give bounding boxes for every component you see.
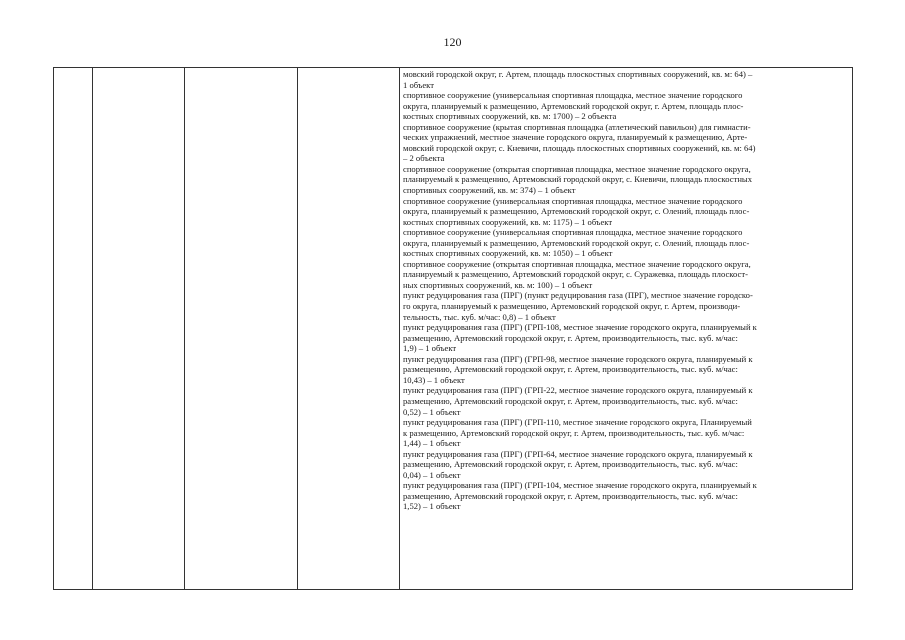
text-line: мовский городской округ, с. Кневичи, площадь плоскостных спортивных сооружений, кв. м: 64)	[403, 142, 756, 153]
text-line: размещению, Артемовский городской округ, г. Артем, производительность, тыс. куб. м/час:	[403, 459, 738, 470]
text-line: округа, планируемый к размещению, Артемовский городской округ, г. Артем, площадь плос-	[403, 100, 744, 111]
table-column-divider	[184, 68, 185, 589]
text-line: ных спортивных сооружений, кв. м: 100) – 1 объект	[403, 279, 593, 290]
text-line: ческих упражнений, местное значение городского округа, планируемый к размещению, Арте-	[403, 132, 748, 143]
text-line: размещению, Артемовский городской округ, г. Артем, производительность, тыс. куб. м/час:	[403, 395, 738, 406]
text-line: округа, планируемый к размещению, Артемовский городской округ, с. Олений, площадь плос-	[403, 237, 750, 248]
text-line: спортивных сооружений, кв. м: 374) – 1 объект	[403, 185, 576, 196]
text-line: костных спортивных сооружений, кв. м: 1050) – 1 объект	[403, 248, 613, 259]
text-line: спортивное сооружение (универсальная спортивная площадка, местное значение городского	[403, 227, 743, 238]
text-line: – 2 объекта	[403, 153, 445, 164]
text-line: размещению, Артемовский городской округ, г. Артем, производительность, тыс. куб. м/час:	[403, 332, 738, 343]
text-line: размещению, Артемовский городской округ, г. Артем, производительность, тыс. куб. м/час:	[403, 490, 738, 501]
text-line: пункт редуцирования газа (ПРГ) (ГРП-22, местное значение городского округа, планируемый к	[403, 385, 753, 396]
text-line: планируемый к размещению, Артемовский городской округ, с. Кневичи, площадь плоскостных	[403, 174, 753, 185]
text-line: пункт редуцирования газа (ПРГ) (пункт редуцирования газа (ПРГ), местное значение городско-	[403, 290, 753, 301]
table-column-divider	[297, 68, 298, 589]
text-line: пункт редуцирования газа (ПРГ) (ГРП-98, местное значение городского округа, планируемый к	[403, 353, 753, 364]
document-table	[53, 67, 853, 590]
text-line: 1 объект	[403, 79, 434, 90]
text-line: спортивное сооружение (открытая спортивная площадка, местное значение городского округа,	[403, 258, 751, 269]
text-line: спортивное сооружение (универсальная спортивная площадка, местное значение городского	[403, 195, 743, 206]
text-line: спортивное сооружение (крытая спортивная площадка (атлетический павильон) для гимнасти-	[403, 121, 751, 132]
text-line: пункт редуцирования газа (ПРГ) (ГРП-110, местное значение городского округа, Планируемый	[403, 417, 752, 428]
text-line: пункт редуцирования газа (ПРГ) (ГРП-108, местное значение городского округа, планируемый к	[403, 322, 757, 333]
table-column-divider	[92, 68, 93, 589]
text-line: 1,44) – 1 объект	[403, 438, 461, 449]
text-line: 1,9) – 1 объект	[403, 343, 457, 354]
text-line: округа, планируемый к размещению, Артемовский городской округ, с. Олений, площадь плос-	[403, 206, 750, 217]
text-line: го округа, планируемый к размещению, Артемовский городской округ, г. Артем, производи-	[403, 301, 741, 312]
text-line: спортивное сооружение (открытая спортивная площадка, местное значение городского округа,	[403, 163, 751, 174]
text-line: планируемый к размещению, Артемовский городской округ, с. Суражевка, площадь плоскост-	[403, 269, 748, 280]
text-line: тельность, тыс. куб. м/час: 0,8) – 1 объект	[403, 311, 556, 322]
text-line: спортивное сооружение (универсальная спортивная площадка, местное значение городского	[403, 90, 743, 101]
text-line: к размещению, Артемовский городской округ, г. Артем, производительность, тыс. куб. м/час:	[403, 427, 745, 438]
text-line: мовский городской округ, г. Артем, площадь плоскостных спортивных сооружений, кв. м: 64) –	[403, 69, 753, 79]
table-column-divider	[399, 68, 400, 589]
table-cell-description	[403, 69, 851, 512]
text-line: костных спортивных сооружений, кв. м: 1700) – 2 объекта	[403, 111, 617, 122]
text-line: 0,04) – 1 объект	[403, 469, 461, 480]
text-line: размещению, Артемовский городской округ, г. Артем, производительность, тыс. куб. м/час:	[403, 364, 738, 375]
text-line: 0,52) – 1 объект	[403, 406, 461, 417]
text-line: 10,43) – 1 объект	[403, 374, 465, 385]
text-line: костных спортивных сооружений, кв. м: 1175) – 1 объект	[403, 216, 613, 227]
text-line: пункт редуцирования газа (ПРГ) (ГРП-104, местное значение городского округа, планируемый к	[403, 480, 757, 491]
text-line: пункт редуцирования газа (ПРГ) (ГРП-64, местное значение городского округа, планируемый к	[403, 448, 753, 459]
text-line: 1,52) – 1 объект	[403, 501, 461, 512]
page-number: 120	[443, 35, 462, 49]
